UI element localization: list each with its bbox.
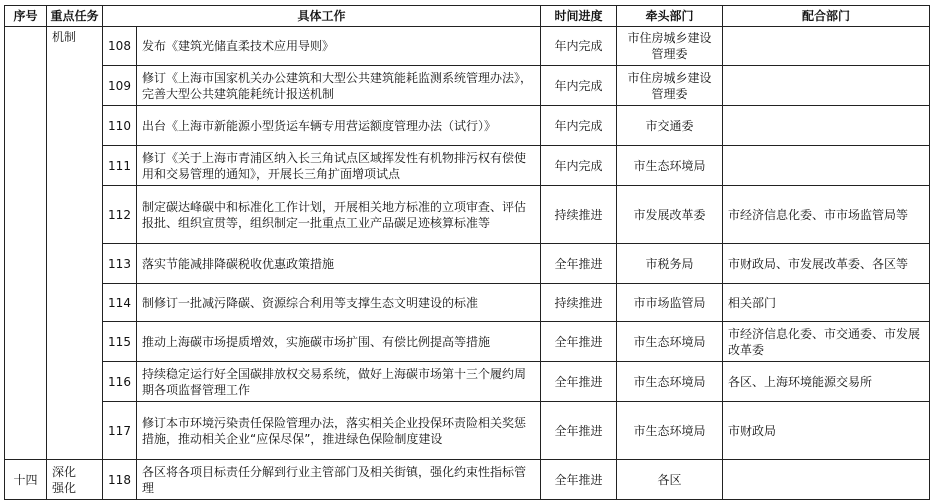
item-progress: 持续推进 (541, 186, 617, 244)
item-number: 115 (103, 322, 137, 362)
item-cooperate (723, 106, 930, 146)
header-cooperate: 配合部门 (723, 6, 930, 27)
table-header-row (5, 6, 930, 27)
item-work: 修订《上海市国家机关办公建筑和大型公共建筑能耗监测系统管理办法》，完善大型公共建筑能耗统计报送机制 (137, 66, 541, 106)
table-row (5, 106, 930, 146)
item-work: 修订本市环境污染责任保险管理办法，落实相关企业投保环责险相关奖惩措施，推动相关企业“应保尽保”，推进绿色保险制度建设 (137, 402, 541, 460)
table-row (5, 146, 930, 186)
item-work: 持续稳定运行好全国碳排放权交易系统，做好上海碳市场第十三个履约周期各项监督管理工作 (137, 362, 541, 402)
item-number: 117 (103, 402, 137, 460)
table-row (5, 186, 930, 244)
item-lead: 市税务局 (617, 244, 723, 284)
table-row (5, 244, 930, 284)
item-work: 发布《建筑光储直柔技术应用导则》 (137, 27, 541, 66)
item-cooperate (723, 146, 930, 186)
item-lead: 市交通委 (617, 106, 723, 146)
item-number: 116 (103, 362, 137, 402)
item-cooperate (723, 27, 930, 66)
item-number: 111 (103, 146, 137, 186)
item-lead: 市住房城乡建设管理委 (617, 66, 723, 106)
item-work: 各区将各项目标责任分解到行业主管部门及相关街镇，强化约束性指标管理 (137, 460, 541, 500)
item-work: 出台《上海市新能源小型货运车辆专用营运额度管理办法（试行）》 (137, 106, 541, 146)
item-work: 推动上海碳市场提质增效，实施碳市场扩围、有偿比例提高等措施 (137, 322, 541, 362)
group-task-cell: 机制 (47, 27, 103, 460)
item-work: 制修订一批减污降碳、资源综合利用等支撑生态文明建设的标准 (137, 284, 541, 322)
item-number: 112 (103, 186, 137, 244)
header-work: 具体工作 (103, 6, 541, 27)
item-number: 110 (103, 106, 137, 146)
group-seq-cell: 十四 (5, 460, 47, 500)
item-lead: 市生态环境局 (617, 322, 723, 362)
item-progress: 全年推进 (541, 460, 617, 500)
item-lead: 市住房城乡建设管理委 (617, 27, 723, 66)
item-number: 118 (103, 460, 137, 500)
item-cooperate: 各区、上海环境能源交易所 (723, 362, 930, 402)
group-task-cell: 深化 强化 (47, 460, 103, 500)
item-number: 109 (103, 66, 137, 106)
item-lead: 市发展改革委 (617, 186, 723, 244)
item-cooperate: 市经济信息化委、市市场监管局等 (723, 186, 930, 244)
table-row (5, 402, 930, 460)
item-progress: 年内完成 (541, 146, 617, 186)
item-lead: 市生态环境局 (617, 402, 723, 460)
header-seq: 序号 (5, 6, 47, 27)
table-row (5, 66, 930, 106)
item-number: 113 (103, 244, 137, 284)
item-progress: 全年推进 (541, 402, 617, 460)
item-work: 制定碳达峰碳中和标准化工作计划，开展相关地方标准的立项审查、评估报批、组织宣贯等，组织制定一批重点工业产品碳足迹核算标准等 (137, 186, 541, 244)
header-lead: 牵头部门 (617, 6, 723, 27)
item-lead: 市生态环境局 (617, 146, 723, 186)
table-row (5, 362, 930, 402)
item-cooperate: 市财政局、市发展改革委、各区等 (723, 244, 930, 284)
item-cooperate (723, 66, 930, 106)
item-progress: 持续推进 (541, 284, 617, 322)
table-row (5, 284, 930, 322)
item-lead: 市生态环境局 (617, 362, 723, 402)
table-row (5, 460, 930, 500)
item-lead: 各区 (617, 460, 723, 500)
item-cooperate: 市财政局 (723, 402, 930, 460)
item-progress: 年内完成 (541, 66, 617, 106)
item-progress: 年内完成 (541, 27, 617, 66)
header-task: 重点任务 (47, 6, 103, 27)
item-progress: 全年推进 (541, 362, 617, 402)
item-work: 修订《关于上海市青浦区纳入长三角试点区域挥发性有机物排污权有偿使用和交易管理的通知》，开展长三角扩面增项试点 (137, 146, 541, 186)
item-number: 114 (103, 284, 137, 322)
item-cooperate: 相关部门 (723, 284, 930, 322)
group-seq-cell (5, 27, 47, 460)
item-cooperate: 市经济信息化委、市交通委、市发展改革委 (723, 322, 930, 362)
work-plan-table (4, 5, 930, 500)
item-lead: 市市场监管局 (617, 284, 723, 322)
table-row (5, 27, 930, 66)
item-progress: 年内完成 (541, 106, 617, 146)
item-progress: 全年推进 (541, 244, 617, 284)
header-progress: 时间进度 (541, 6, 617, 27)
table-row (5, 322, 930, 362)
item-cooperate (723, 460, 930, 500)
item-number: 108 (103, 27, 137, 66)
item-progress: 全年推进 (541, 322, 617, 362)
item-work: 落实节能减排降碳税收优惠政策措施 (137, 244, 541, 284)
